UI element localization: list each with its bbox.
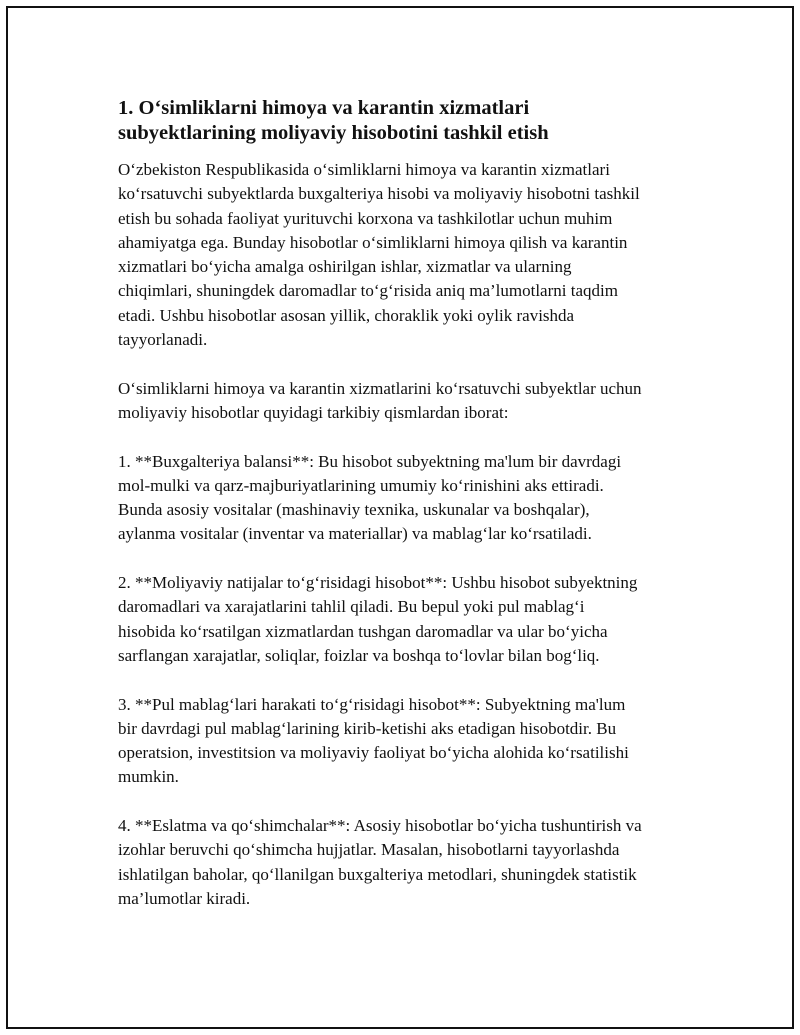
section-title [118,96,698,146]
text-line: etadi. Ushbu hisobotlar asosan yillik, choraklik yoki oylik ravishda [118,305,575,325]
text-line: 2. **Moliyaviy natijalar to‘g‘risidagi hisobot**: Ushbu hisobot subyektning [118,573,638,593]
section-title-line: 1. O‘simliklarni himoya va karantin xizmatlari [118,97,530,119]
list-item-notes [118,814,698,911]
text-line: etish bu sohada faoliyat yurituvchi korxona va tashkilotlar uchun muhim [118,208,613,228]
text-line: mol-mulki va qarz-majburiyatlarining umumiy ko‘rinishini aks ettiradi. [118,475,604,495]
text-line: operatsion, investitsion va moliyaviy faoliyat bo‘yicha alohida ko‘rsatilishi [118,743,629,763]
text-line: ishlatilgan baholar, qo‘llanilgan buxgalteriya metodlari, shuningdek statistik [118,864,637,884]
paragraph-gap [118,547,698,571]
section-title-line: subyektlarining moliyaviy hisobotini tashkil etish [118,122,549,144]
text-line: O‘zbekiston Respublikasida o‘simliklarni himoya va karantin xizmatlari [118,160,610,179]
list-item-balance-sheet [118,450,698,547]
text-line: xizmatlari bo‘yicha amalga oshirilgan ishlar, xizmatlar va ularning [118,257,572,277]
text-line: ko‘rsatuvchi subyektlarda buxgalteriya hisobi va moliyaviy hisobotni tashkil [118,184,640,204]
text-line: sarflangan xarajatlar, soliqlar, foizlar va boshqa to‘lovlar bilan bog‘liq. [118,645,600,665]
structure-intro-paragraph [118,377,698,426]
text-line: 4. **Eslatma va qo‘shimchalar**: Asosiy hisobotlar bo‘yicha tushuntirish va [118,816,642,836]
text-line: O‘simliklarni himoya va karantin xizmatlarini ko‘rsatuvchi subyektlar uchun [118,378,642,398]
list-item-cash-flow [118,693,698,790]
paragraph-gap [118,425,698,449]
paragraph-gap [118,352,698,376]
text-line: izohlar beruvchi qo‘shimcha hujjatlar. Masalan, hisobotlarni tayyorlashda [118,840,620,860]
text-line: 3. **Pul mablag‘lari harakati to‘g‘risidagi hisobot**: Subyektning ma'lum [118,694,626,714]
text-line: hisobida ko‘rsatilgan xizmatlardan tushgan daromadlar va ular bo‘yicha [118,621,608,641]
text-line: daromadlari va xarajatlarini tahlil qiladi. Bu bepul yoki pul mablag‘i [118,597,585,617]
document-body [118,96,698,911]
text-line: ahamiyatga ega. Bunday hisobotlar o‘simliklarni himoya qilish va karantin [118,232,628,252]
intro-paragraph [118,158,698,352]
text-line: tayyorlanadi. [118,330,208,350]
text-line: mumkin. [118,767,179,787]
list-item-financial-results [118,571,698,668]
paragraph-gap [118,790,698,814]
text-line: bir davrdagi pul mablag‘larining kirib-ketishi aks etadigan hisobotdir. Bu [118,718,617,738]
text-line: moliyaviy hisobotlar quyidagi tarkibiy qismlardan iborat: [118,402,509,422]
text-line: 1. **Buxgalteriya balansi**: Bu hisobot subyektning ma'lum bir davrdagi [118,451,622,471]
text-line: Bunda asosiy vositalar (mashinaviy texnika, uskunalar va boshqalar), [118,500,590,520]
paragraph-gap [118,668,698,692]
text-line: chiqimlari, shuningdek daromadlar to‘g‘risida aniq ma’lumotlarni taqdim [118,281,618,301]
text-line: ma’lumotlar kiradi. [118,888,251,908]
text-line: aylanma vositalar (inventar va materiallar) va mablag‘lar ko‘rsatiladi. [118,524,592,544]
